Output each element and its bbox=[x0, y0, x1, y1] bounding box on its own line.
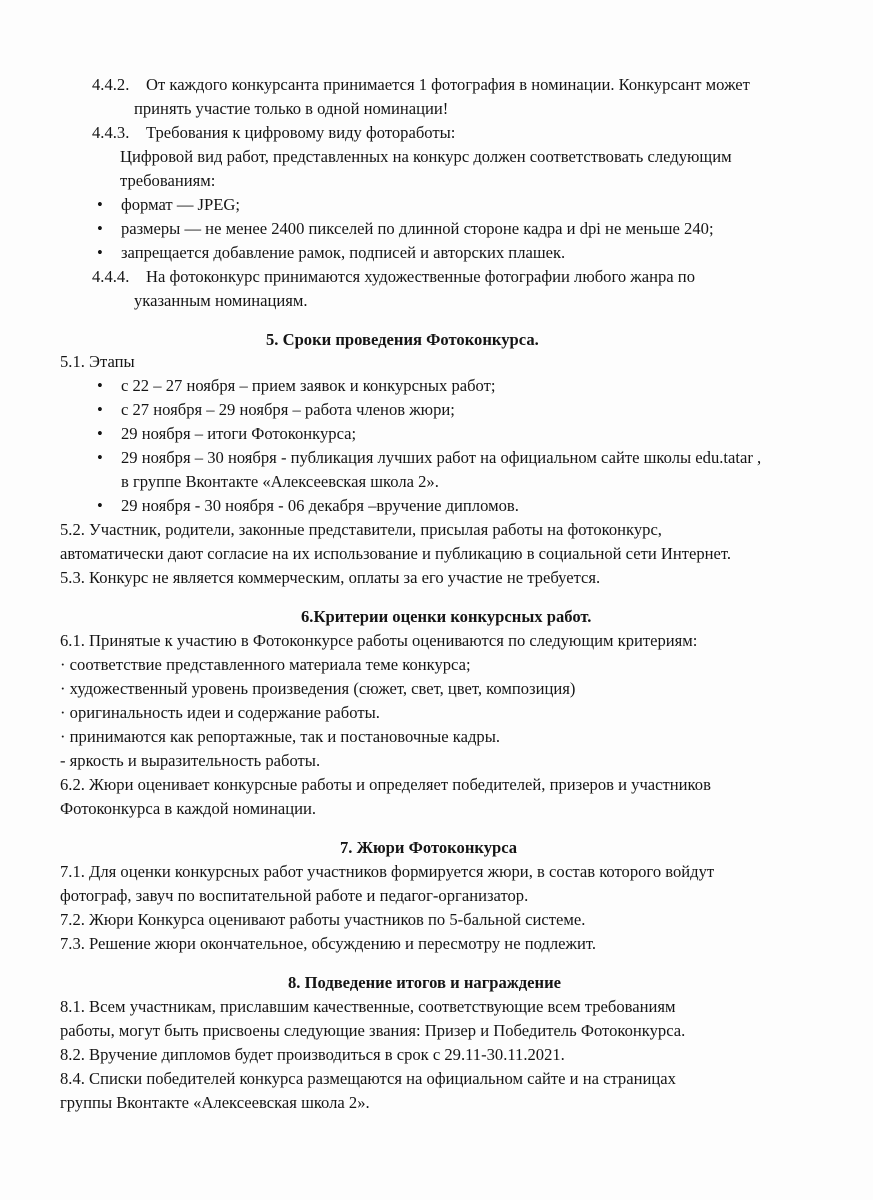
para-line: Фотоконкурса в каждой номинации. bbox=[60, 799, 317, 818]
para-line: 6.2. Жюри оценивает конкурсные работы и определяет победителей, призеров и участников bbox=[60, 775, 711, 794]
para-text: От каждого конкурсанта принимается 1 фотография в номинации. Конкурсант может bbox=[146, 75, 750, 94]
para-text: Требования к цифровому виду фотоработы: bbox=[146, 123, 456, 142]
bullet-item: • 29 ноября - 30 ноября - 06 декабря –вручение дипломов. bbox=[121, 494, 519, 518]
para-line: 8.1. Всем участникам, приславшим качественные, соответствующие всем требованиям bbox=[60, 997, 676, 1016]
para-line: 5.2. Участник, родители, законные представители, присылая работы на фотоконкурс, bbox=[60, 520, 662, 539]
para-line: · принимаются как репортажные, так и постановочные кадры. bbox=[60, 727, 501, 746]
bullet-item: • размеры — не менее 2400 пикселей по длинной стороне кадра и dpi не меньше 240; bbox=[121, 217, 714, 241]
para-line: 6.1. Принятые к участию в Фотоконкурсе работы оцениваются по следующим критериям: bbox=[60, 631, 698, 650]
para-line: 7.3. Решение жюри окончательное, обсуждению и пересмотру не подлежит. bbox=[60, 934, 596, 953]
bullet-item: • 29 ноября – 30 ноября - публикация лучших работ на официальном сайте школы edu.tatar , bbox=[121, 446, 761, 470]
para-4-4-4 bbox=[92, 265, 695, 289]
para-line: автоматически дают согласие на их использование и публикацию в социальной сети Интернет. bbox=[60, 544, 732, 563]
para-line: 8.2. Вручение дипломов будет производиться в срок с 29.11-30.11.2021. bbox=[60, 1045, 565, 1064]
bullet-item: • 29 ноября – итоги Фотоконкурса; bbox=[121, 422, 356, 446]
section-7-heading: 7. Жюри Фотоконкурса bbox=[340, 838, 518, 857]
para-line: работы, могут быть присвоены следующие звания: Призер и Победитель Фотоконкурса. bbox=[60, 1021, 686, 1040]
para-line: 5.1. Этапы bbox=[60, 352, 135, 371]
para-line: - яркость и выразительность работы. bbox=[60, 751, 321, 770]
para-line: фотограф, завуч по воспитательной работе и педагог-организатор. bbox=[60, 886, 529, 905]
para-line: требованиям: bbox=[120, 171, 216, 190]
bullet-item: • формат — JPEG; bbox=[121, 193, 240, 217]
section-6-heading: 6.Критерии оценки конкурсных работ. bbox=[301, 607, 592, 626]
section-5-heading: 5. Сроки проведения Фотоконкурса. bbox=[266, 330, 539, 349]
para-4-4-3 bbox=[92, 121, 456, 145]
para-line: 5.3. Конкурс не является коммерческим, оплаты за его участие не требуется. bbox=[60, 568, 601, 587]
para-line: 7.1. Для оценки конкурсных работ участников формируется жюри, в состав которого войдут bbox=[60, 862, 715, 881]
para-line: указанным номинациям. bbox=[134, 291, 308, 310]
para-text: На фотоконкурс принимаются художественные фотографии любого жанра по bbox=[146, 267, 695, 286]
para-number: 4.4.4. bbox=[92, 267, 130, 286]
para-line: принять участие только в одной номинации! bbox=[134, 99, 449, 118]
section-8-heading: 8. Подведение итогов и награждение bbox=[288, 973, 562, 992]
bullet-item: • с 22 – 27 ноября – прием заявок и конкурсных работ; bbox=[121, 374, 496, 398]
para-line: · оригинальность идеи и содержание работы. bbox=[60, 703, 380, 722]
para-4-4-2 bbox=[92, 73, 750, 97]
para-line: группы Вконтакте «Алексеевская школа 2». bbox=[60, 1093, 370, 1112]
bullet-item: • запрещается добавление рамок, подписей и авторских плашек. bbox=[121, 241, 565, 265]
bullet-continuation: в группе Вконтакте «Алексеевская школа 2». bbox=[121, 472, 439, 491]
para-line: Цифровой вид работ, представленных на конкурс должен соответствовать следующим bbox=[120, 147, 732, 166]
para-line: · соответствие представленного материала теме конкурса; bbox=[60, 655, 471, 674]
para-number: 4.4.3. bbox=[92, 123, 130, 142]
para-number: 4.4.2. bbox=[92, 75, 130, 94]
para-line: 8.4. Списки победителей конкурса размещаются на официальном сайте и на страницах bbox=[60, 1069, 676, 1088]
bullet-item: • с 27 ноября – 29 ноября – работа членов жюри; bbox=[121, 398, 455, 422]
para-line: · художественный уровень произведения (сюжет, свет, цвет, композиция) bbox=[60, 679, 576, 698]
para-line: 7.2. Жюри Конкурса оценивают работы участников по 5-бальной системе. bbox=[60, 910, 586, 929]
